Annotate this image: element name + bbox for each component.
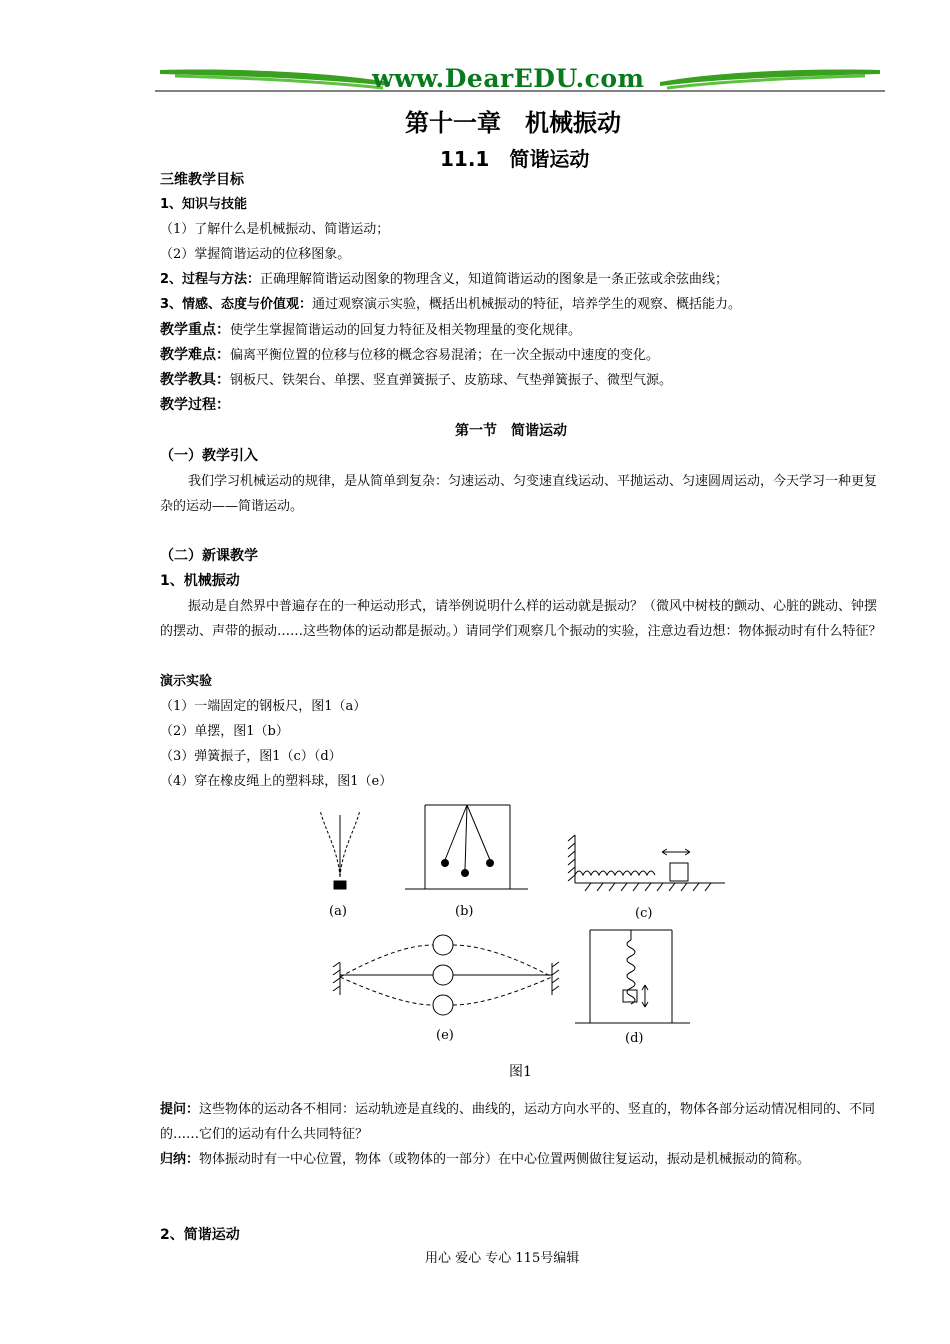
figure-label-e: (e): [436, 1028, 454, 1043]
sub1-text: 振动是自然界中普遍存在的一种运动形式，请举例说明什么样的运动就是振动？（微风中树枝的颤动、心脏的跳动、钟摆的摆动、声带的振动……这些物体的运动都是振动。）请同学们观察几个振动的实验，注意边看边想：物体振动时有什么特征？: [160, 599, 882, 639]
site-logo-text: www.DearEDU.com: [372, 64, 645, 93]
tools-text: 钢板尺、铁架台、单摆、竖直弹簧振子、皮筋球、气垫弹簧振子、微型气源。: [230, 373, 673, 388]
lesson-heading: 第一节 简谐运动: [455, 423, 567, 439]
summary-paragraph: [160, 1147, 885, 1172]
k2-label: 2、过程与方法：: [160, 272, 261, 287]
figure-a-ruler: [320, 810, 360, 889]
key-points-text: 使学生掌握简谐运动的回复力特征及相关物理量的变化规律。: [230, 323, 582, 338]
tools-line: [160, 371, 672, 390]
k1-item1: （1）了解什么是机械振动、简谐运动；: [160, 222, 390, 237]
k3-line: [160, 296, 741, 314]
page-footer: 用心 爱心 专心 115号编辑: [425, 1251, 580, 1266]
tools-label: 教学教具：: [160, 372, 230, 388]
chapter-title: 第十一章 机械振动: [405, 109, 621, 137]
figure-b-pendulum: [405, 805, 528, 889]
demo-item: （4）穿在橡皮绳上的塑料球，图1（e）: [160, 774, 393, 789]
figure-label-d: (d): [625, 1031, 644, 1046]
sub2-title: 2、简谐运动: [160, 1227, 240, 1243]
figure-c-horizontal-spring: [568, 835, 725, 891]
demo-title: 演示实验: [160, 674, 213, 689]
question-label: 提问：: [160, 1102, 200, 1117]
demo-item: （1）一端固定的钢板尺，图1（a）: [160, 699, 367, 714]
figure-d-vertical-spring: [575, 930, 690, 1023]
difficult-points-label: 教学难点：: [160, 347, 230, 363]
objectives-title: 三维教学目标: [160, 172, 244, 188]
figure-label-c: (c): [635, 906, 653, 921]
intro-title: （一）教学引入: [160, 448, 258, 464]
question-paragraph: [160, 1097, 885, 1147]
figure-label-a: (a): [329, 904, 347, 919]
intro-text: 我们学习机械运动的规律，是从简单到复杂：匀速运动、匀变速直线运动、平抛运动、匀速圆周运动，今天学习一种更复杂的运动——简谐运动。: [160, 474, 878, 514]
sub1-title: 1、机械振动: [160, 573, 240, 589]
new-lesson-title: （二）新课教学: [160, 548, 258, 564]
demo-item: （2）单摆，图1（b）: [160, 724, 289, 739]
figure-1: [300, 795, 740, 1085]
figure-e-rubber-cord: [333, 935, 559, 1015]
k3-label: 3、情感、态度与价值观：: [160, 297, 313, 312]
k1-item2: （2）掌握简谐运动的位移图象。: [160, 247, 351, 262]
k3-text: 通过观察演示实验，概括出机械振动的特征，培养学生的观察、概括能力。: [312, 297, 742, 312]
key-points-label: 教学重点：: [160, 322, 230, 338]
difficult-points-line: [160, 346, 659, 365]
figure-label-b: (b): [455, 904, 474, 919]
difficult-points-text: 偏离平衡位置的位移与位移的概念容易混淆；在一次全振动中速度的变化。: [230, 348, 660, 363]
demo-item: （3）弹簧振子，图1（c）（d）: [160, 749, 342, 764]
key-points-line: [160, 321, 581, 340]
process-label: 教学过程：: [160, 397, 230, 413]
k2-line: [160, 271, 728, 289]
summary-label: 归纳：: [160, 1152, 200, 1167]
question-text: 这些物体的运动各不相同：运动轨迹是直线的、曲线的，运动方向水平的、竖直的，物体各部分运动情况相同的、不同的……它们的运动有什么共同特征？: [160, 1102, 876, 1142]
k1-title: 1、知识与技能: [160, 197, 248, 212]
k2-text: 正确理解简谐运动图象的物理含义，知道简谐运动的图象是一条正弦或余弦曲线；: [260, 272, 729, 287]
summary-text: 物体振动时有一中心位置，物体（或物体的一部分）在中心位置两侧做往复运动，振动是机械振动的简称。: [199, 1152, 811, 1167]
figure-caption: 图1: [509, 1064, 532, 1080]
section-title: 11.1 简谐运动: [440, 147, 590, 171]
